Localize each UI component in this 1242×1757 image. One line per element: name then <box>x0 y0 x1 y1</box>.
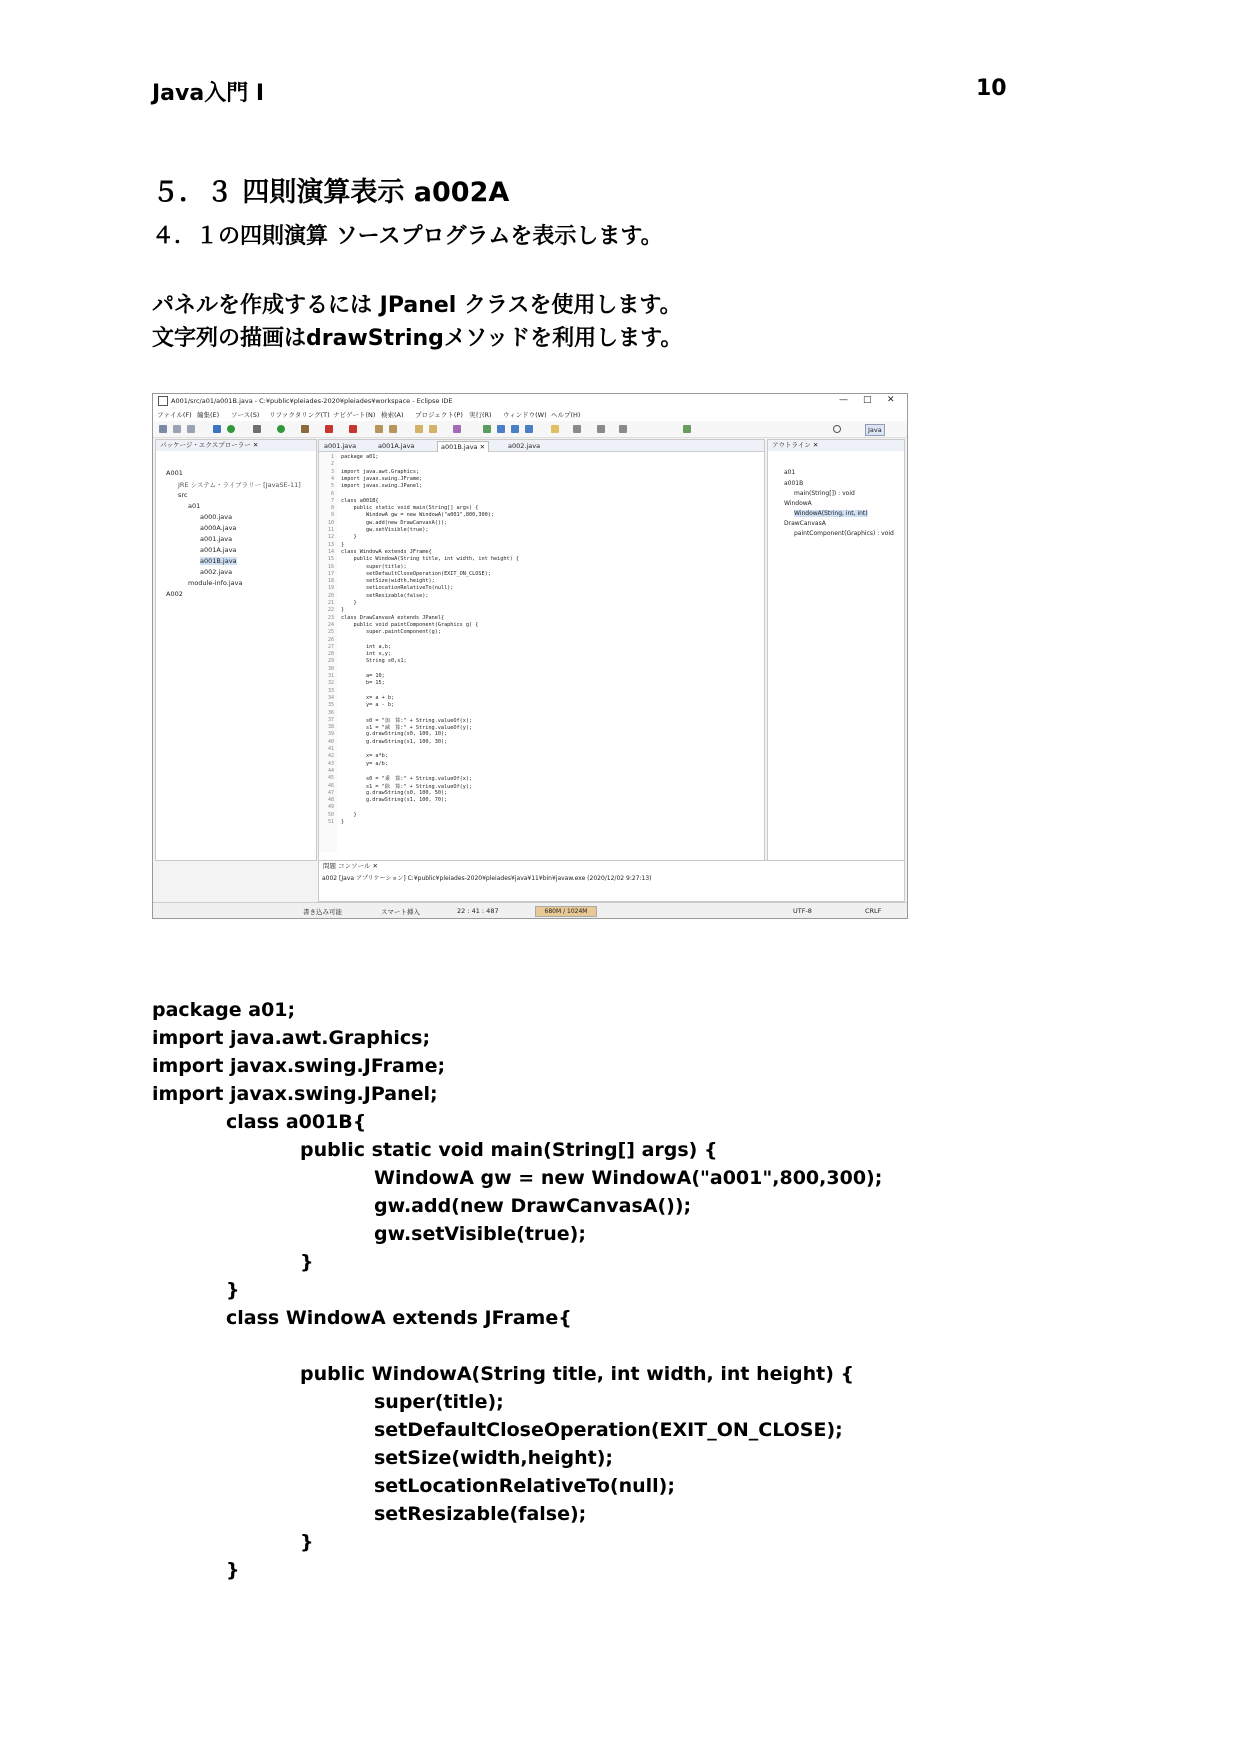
listing-line: setResizable(false); <box>374 1503 587 1525</box>
code-line: x= a + b; <box>341 694 395 701</box>
line-number: 12 <box>327 534 334 541</box>
editor-tabs <box>319 440 764 452</box>
line-number: 49 <box>327 804 334 811</box>
listing-line: setDefaultCloseOperation(EXIT_ON_CLOSE); <box>374 1419 843 1441</box>
code-line: g.drawString(s0, 100, 10); <box>341 731 448 738</box>
search-icon[interactable] <box>833 425 841 433</box>
code-line: g.drawString(s0, 100, 50); <box>341 789 448 796</box>
listing-line: import java.awt.Graphics; <box>152 1027 431 1049</box>
code-line: s1 = "減 算:" + String.valueOf(y); <box>341 725 473 732</box>
code-line: public static void main(String[] args) { <box>341 505 479 512</box>
debug-icon[interactable] <box>213 425 221 433</box>
menu-refactor[interactable]: リファクタリング(T) <box>269 411 330 419</box>
line-number: 1 <box>330 454 334 460</box>
line-number: 40 <box>327 738 334 745</box>
paragraph-2: 文字列の描画はdrawStringメソッドを利用します。 <box>152 326 683 351</box>
code-line: } <box>341 600 357 606</box>
code-line: y= a/b; <box>341 760 388 767</box>
line-number: 43 <box>327 760 334 767</box>
tree-file[interactable]: a000A.java <box>200 524 237 532</box>
code-line: int x,y; <box>341 651 391 658</box>
code-line: } <box>341 819 345 825</box>
code-line: a= 10; <box>341 673 385 679</box>
code-line: s1 = "除 算:" + String.valueOf(y); <box>341 783 473 790</box>
line-number: 21 <box>327 600 334 606</box>
line-number: 7 <box>330 497 334 504</box>
line-number: 48 <box>327 797 334 804</box>
code-line: g.drawString(s1, 100, 30); <box>341 738 448 745</box>
new-java-project-icon[interactable] <box>301 425 309 433</box>
menu-edit[interactable]: 編集(E) <box>197 411 220 419</box>
status-bar <box>153 902 907 919</box>
eclipse-icon <box>158 396 168 406</box>
page-number: 10 <box>976 76 1007 101</box>
line-number: 46 <box>327 782 334 789</box>
code-line: b= 15; <box>341 680 385 687</box>
line-number: 13 <box>327 541 334 548</box>
package-explorer <box>155 439 317 861</box>
line-number: 5 <box>330 483 334 490</box>
listing-line: setLocationRelativeTo(null); <box>374 1475 675 1497</box>
code-line: public void paintComponent(Graphics g) { <box>341 621 479 628</box>
pin-editor-icon[interactable] <box>683 425 691 433</box>
window-titlebar <box>153 394 907 409</box>
line-number: 17 <box>327 570 334 577</box>
code-line: setLocationRelativeTo(null); <box>341 585 454 592</box>
menu-project[interactable]: プロジェクト(P) <box>415 411 463 419</box>
tree-jre-library[interactable]: JRE システム・ライブラリー [JavaSE-11] <box>178 481 301 489</box>
java-perspective-button[interactable]: Java <box>865 424 885 436</box>
line-number: 19 <box>327 585 334 592</box>
outline-method-selected[interactable]: WindowA(String, int, int) <box>794 510 868 517</box>
status-encoding: UTF-8 <box>793 907 812 915</box>
listing-line: public static void main(String[] args) { <box>300 1139 718 1161</box>
line-number: 31 <box>327 673 334 679</box>
tab-a001[interactable]: a001.java <box>324 442 357 450</box>
status-writable: 書き込み可能 <box>303 908 342 916</box>
line-number: 38 <box>327 724 334 731</box>
line-number: 41 <box>327 746 334 752</box>
line-number: 24 <box>327 621 334 628</box>
outline-title: アウトライン ✕ <box>768 440 904 451</box>
toolbar <box>153 421 907 438</box>
line-number: 26 <box>327 636 334 643</box>
line-number: 34 <box>327 694 334 701</box>
heap-status[interactable]: 680M / 1024M <box>535 906 597 917</box>
stop-icon[interactable] <box>325 425 333 433</box>
code-line: import javax.swing.JFrame; <box>341 475 423 482</box>
line-number: 51 <box>327 819 334 825</box>
line-number: 11 <box>327 527 334 533</box>
code-line: } <box>341 541 345 548</box>
line-number-gutter <box>319 452 337 852</box>
run-icon[interactable] <box>227 425 235 433</box>
line-number: 16 <box>327 563 334 570</box>
code-line: g.drawString(s1, 100, 70); <box>341 797 448 804</box>
listing-line: import javax.swing.JPanel; <box>152 1083 438 1105</box>
block-selection-icon[interactable] <box>525 425 533 433</box>
mark-occurrences-icon[interactable] <box>497 425 505 433</box>
line-number: 44 <box>327 767 334 774</box>
listing-line: setSize(width,height); <box>374 1447 614 1469</box>
code-line: class DrawCanvasA extends JPanel{ <box>341 614 445 621</box>
header-title: Java入門 Ⅰ <box>152 81 265 106</box>
tree-module-info[interactable]: module-info.java <box>188 579 243 587</box>
menu-help[interactable]: ヘルプ(H) <box>551 411 581 419</box>
code-line: int a,b; <box>341 643 391 650</box>
tree-file[interactable]: a001.java <box>200 535 233 543</box>
menu-bar <box>153 408 907 421</box>
menu-source[interactable]: ソース(S) <box>231 411 260 419</box>
outline-package[interactable]: a01 <box>784 469 796 476</box>
line-number: 10 <box>327 519 334 526</box>
listing-line: package a01; <box>152 999 296 1021</box>
code-line: setResizable(false); <box>341 592 429 599</box>
outline-class[interactable]: DrawCanvasA <box>784 520 826 527</box>
run-as-icon[interactable] <box>277 425 285 433</box>
tree-file[interactable]: a002.java <box>200 568 233 576</box>
line-number: 30 <box>327 665 334 672</box>
paragraph-1: パネルを作成するには JPanel クラスを使用します。 <box>152 293 682 318</box>
menu-run[interactable]: 実行(R) <box>469 411 492 419</box>
code-editor <box>318 439 765 861</box>
back-icon[interactable] <box>597 425 605 433</box>
code-line: WindowA gw = new WindowA("a001",800,300); <box>341 512 495 519</box>
line-number: 2 <box>330 461 334 468</box>
pen-icon[interactable] <box>453 425 461 433</box>
line-number: 50 <box>327 811 334 818</box>
tab-a001b[interactable]: a001B.java ✕ <box>437 441 489 452</box>
code-line: import javax.swing.JPanel; <box>341 483 423 490</box>
code-line: super(title); <box>341 563 407 570</box>
tree-package-a01[interactable]: a01 <box>188 502 201 510</box>
new-icon[interactable] <box>159 425 167 433</box>
line-number: 42 <box>327 753 334 760</box>
line-number: 39 <box>327 731 334 738</box>
line-number: 36 <box>327 709 334 716</box>
code-line: y= a - b; <box>341 702 395 709</box>
tab-a002[interactable]: a002.java <box>508 442 541 450</box>
maximize-button[interactable]: □ <box>863 395 872 405</box>
code-line: super.paintComponent(g); <box>341 629 441 636</box>
tree-file[interactable]: a000.java <box>200 513 233 521</box>
tree-project-a002[interactable]: A002 <box>166 590 183 598</box>
line-number: 20 <box>327 592 334 599</box>
line-number: 25 <box>327 629 334 636</box>
forward-icon[interactable] <box>619 425 627 433</box>
window-title: A001/src/a01/a001B.java - C:¥public¥pleiades-2020¥pleiades¥workspace - Eclipse IDE <box>171 397 453 405</box>
code-line: class WindowA extends JFrame{ <box>341 548 432 555</box>
save-icon[interactable] <box>173 425 181 433</box>
code-line: class a001B{ <box>341 497 379 504</box>
listing-line: WindowA gw = new WindowA("a001",800,300); <box>374 1167 883 1189</box>
console-line: a002 [Java アプリケーション] C:¥public¥pleiades-2020¥pleiades¥java¥11¥bin¥javaw.exe (2020/12/02 9:27:13) <box>322 875 652 882</box>
prev-annotation-icon[interactable] <box>573 425 581 433</box>
code-line: } <box>341 607 345 614</box>
line-number: 18 <box>327 578 334 585</box>
tree-src[interactable]: src <box>178 491 188 499</box>
code-area[interactable] <box>341 452 761 852</box>
line-number: 37 <box>327 716 334 723</box>
status-line-ending: CRLF <box>865 907 882 915</box>
status-position: 22 : 41 : 487 <box>457 907 499 915</box>
status-insert-mode: スマート挿入 <box>381 908 420 916</box>
code-line: x= a*b; <box>341 753 388 760</box>
line-number: 9 <box>330 512 334 519</box>
listing-line: public WindowA(String title, int width, int height) { <box>300 1363 855 1385</box>
outline-view <box>767 439 905 861</box>
console-title: 問題 コンソール ✕ <box>323 862 378 870</box>
outline-method[interactable]: paintComponent(Graphics) : void <box>794 530 894 537</box>
code-line: } <box>341 534 357 541</box>
tree-file-selected[interactable]: a001B.java <box>200 557 237 565</box>
annotation-icon[interactable] <box>483 425 491 433</box>
listing-line: super(title); <box>374 1391 504 1413</box>
code-line: package a01; <box>341 454 379 460</box>
code-line: s0 = "加 算:" + String.valueOf(x); <box>341 717 473 724</box>
subtitle: ４．１の四則演算 ソースプログラムを表示します。 <box>152 224 663 249</box>
eclipse-screenshot <box>152 393 908 919</box>
open-folder-icon[interactable] <box>415 425 423 433</box>
line-number: 32 <box>327 680 334 687</box>
listing-line: class a001B{ <box>226 1111 367 1133</box>
console-view <box>318 860 905 902</box>
code-line: gw.setVisible(true); <box>341 527 429 533</box>
line-number: 15 <box>327 556 334 563</box>
outline-class[interactable]: WindowA <box>784 500 812 507</box>
listing-line: gw.setVisible(true); <box>374 1223 586 1245</box>
code-line: gw.add(new DrawCanvasA()); <box>341 519 448 526</box>
tree-project-a001[interactable]: A001 <box>166 469 183 477</box>
open-folder-2-icon[interactable] <box>429 425 437 433</box>
line-number: 33 <box>327 687 334 694</box>
listing-line: } <box>226 1559 240 1581</box>
tab-a001a[interactable]: a001A.java <box>378 442 415 450</box>
code-line: setSize(width,height); <box>341 578 435 585</box>
code-line: String s0,s1; <box>341 658 407 665</box>
minimize-button[interactable]: — <box>839 395 848 405</box>
listing-line: } <box>300 1251 314 1273</box>
search-toolbar-icon[interactable] <box>389 425 397 433</box>
package-explorer-title: パッケージ・エクスプローラー ✕ <box>156 440 316 451</box>
line-number: 3 <box>330 468 334 475</box>
line-number: 6 <box>330 490 334 497</box>
listing-line: } <box>226 1279 240 1301</box>
line-number: 29 <box>327 658 334 665</box>
open-type-icon[interactable] <box>375 425 383 433</box>
close-button[interactable]: ✕ <box>887 395 895 405</box>
code-line: } <box>341 811 357 818</box>
listing-line: class WindowA extends JFrame{ <box>226 1307 572 1329</box>
menu-search[interactable]: 検索(A) <box>381 411 404 419</box>
section-title: ５．３ 四則演算表示 a002A <box>152 177 510 208</box>
listing-line: import javax.swing.JFrame; <box>152 1055 446 1077</box>
outline-method[interactable]: main(String[]) : void <box>794 490 855 497</box>
menu-window[interactable]: ウィンドウ(W) <box>503 411 547 419</box>
listing-line: } <box>300 1531 314 1553</box>
line-number: 8 <box>330 505 334 512</box>
outline-class[interactable]: a001B <box>784 480 804 487</box>
coverage-icon[interactable] <box>349 425 357 433</box>
save-all-icon[interactable] <box>187 425 195 433</box>
line-number: 47 <box>327 789 334 796</box>
menu-navigate[interactable]: ナビゲート(N) <box>333 411 376 419</box>
line-number: 4 <box>330 475 334 482</box>
next-annotation-icon[interactable] <box>551 425 559 433</box>
line-number: 45 <box>327 775 334 782</box>
menu-file[interactable]: ファイル(F) <box>157 411 192 419</box>
line-number: 35 <box>327 702 334 709</box>
code-line: public WindowA(String title, int width, int height) { <box>341 556 520 563</box>
code-line: import java.awt.Graphics; <box>341 468 420 475</box>
tree-file[interactable]: a001A.java <box>200 546 237 554</box>
line-number: 14 <box>327 548 334 555</box>
listing-line: gw.add(new DrawCanvasA()); <box>374 1195 692 1217</box>
line-number: 22 <box>327 607 334 614</box>
external-tools-icon[interactable] <box>253 425 261 433</box>
line-number: 27 <box>327 643 334 650</box>
code-line: s0 = "乗 算:" + String.valueOf(x); <box>341 776 473 783</box>
show-whitespace-icon[interactable] <box>511 425 519 433</box>
line-number: 23 <box>327 614 334 621</box>
line-number: 28 <box>327 651 334 658</box>
code-line: setDefaultCloseOperation(EXIT_ON_CLOSE); <box>341 570 491 577</box>
